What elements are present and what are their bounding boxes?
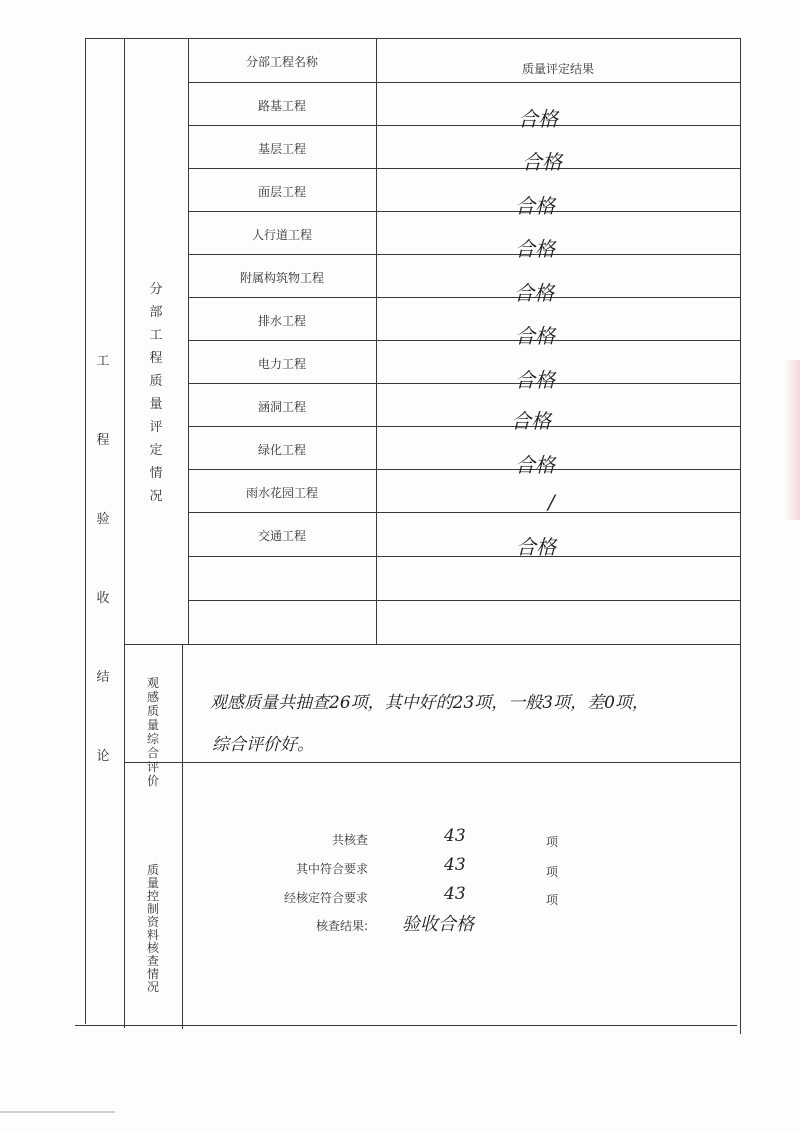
row-line bbox=[188, 512, 740, 513]
control-verified-value: 43 bbox=[444, 884, 466, 904]
row-line bbox=[188, 340, 740, 341]
row-result: / bbox=[548, 490, 555, 514]
control-meet-value: 43 bbox=[444, 855, 466, 875]
row-result: 合格 bbox=[518, 107, 558, 131]
row-line bbox=[188, 254, 740, 255]
row-result: 合格 bbox=[522, 150, 562, 174]
control-verified-label: 经核定符合要求 bbox=[283, 891, 368, 905]
row-line bbox=[188, 600, 740, 601]
perception-line-1: 观感质量共抽查26项，其中好的23项，一般3项，差0项， bbox=[210, 693, 649, 713]
row-line bbox=[188, 383, 740, 384]
row-name: 基层工程 bbox=[257, 142, 306, 156]
row-name: 电力工程 bbox=[257, 357, 306, 371]
divider-label-col bbox=[124, 38, 125, 1028]
row-result: 合格 bbox=[515, 368, 555, 392]
row-line bbox=[188, 211, 740, 212]
row-name: 交通工程 bbox=[257, 529, 306, 543]
control-meet-unit: 项 bbox=[546, 865, 559, 879]
row-line bbox=[188, 297, 740, 298]
frame-bottom bbox=[75, 1025, 737, 1026]
perception-line-2: 综合评价好。 bbox=[212, 735, 314, 755]
control-verified-unit: 项 bbox=[546, 893, 559, 907]
row-line bbox=[188, 469, 740, 470]
control-result-value: 验收合格 bbox=[402, 914, 474, 935]
perception-label: 观 感 质 量 综 合 评 价 bbox=[146, 676, 159, 788]
row-name: 附属构筑物工程 bbox=[239, 271, 324, 285]
header-name: 分部工程名称 bbox=[245, 55, 318, 69]
row-result: 合格 bbox=[515, 237, 555, 261]
divider-result-col bbox=[376, 38, 377, 644]
row-line bbox=[188, 556, 740, 557]
row-line bbox=[188, 125, 740, 126]
row-name: 路基工程 bbox=[257, 99, 306, 113]
row-result: 合格 bbox=[514, 281, 554, 305]
row-name: 面层工程 bbox=[257, 185, 306, 199]
section-line-perception bbox=[124, 762, 740, 763]
stamp-edge-mark bbox=[784, 360, 800, 520]
row-result: 合格 bbox=[515, 453, 555, 477]
control-total-label: 共核查 bbox=[331, 833, 368, 847]
control-total-unit: 项 bbox=[546, 835, 559, 849]
row-result: 合格 bbox=[511, 409, 551, 433]
frame-right bbox=[740, 38, 741, 1034]
row-result: 合格 bbox=[516, 535, 556, 559]
row-line bbox=[188, 82, 740, 83]
divider-name-col bbox=[188, 38, 189, 644]
control-label: 质 量 控 制 资 料 核 查 情 况 bbox=[146, 863, 159, 994]
section-line-quality bbox=[124, 644, 740, 645]
control-total-value: 43 bbox=[444, 826, 466, 846]
divider-content-col bbox=[182, 644, 183, 1029]
row-name: 人行道工程 bbox=[251, 228, 312, 242]
control-result-label: 核查结果: bbox=[315, 919, 368, 933]
row-result: 合格 bbox=[515, 324, 555, 348]
row-line bbox=[188, 168, 740, 169]
section-title: 工 程 验 收 结 论 bbox=[96, 354, 110, 764]
row-name: 涵洞工程 bbox=[257, 400, 306, 414]
header-result: 质量评定结果 bbox=[521, 62, 594, 76]
frame-top bbox=[85, 38, 740, 39]
row-name: 排水工程 bbox=[257, 314, 306, 328]
quality-evaluation-label: 分 部 工 程 质 量 评 定 情 况 bbox=[149, 282, 163, 504]
frame-left bbox=[85, 38, 86, 1024]
scan-smudge bbox=[0, 1111, 115, 1113]
row-line bbox=[188, 426, 740, 427]
control-meet-label: 其中符合要求 bbox=[295, 862, 368, 876]
row-result: 合格 bbox=[515, 194, 555, 218]
row-name: 雨水花园工程 bbox=[245, 486, 318, 500]
row-name: 绿化工程 bbox=[257, 443, 306, 457]
